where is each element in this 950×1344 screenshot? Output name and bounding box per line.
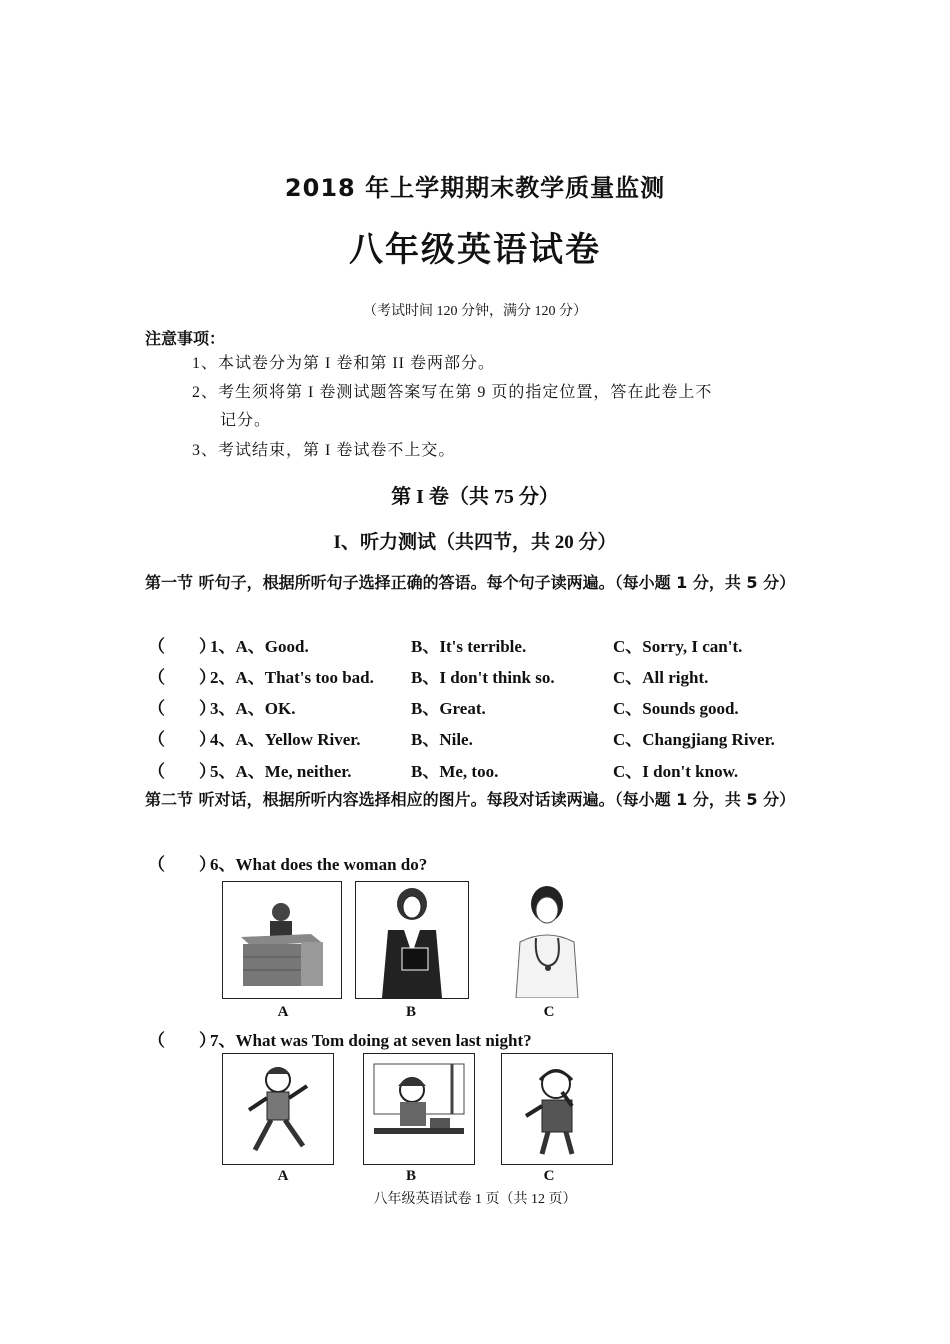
picture-label-6b: B xyxy=(405,1004,416,1020)
option-b: B、Me, too. xyxy=(411,762,499,781)
businesswoman-illustration xyxy=(356,882,468,998)
boy-dancing-illustration xyxy=(223,1054,333,1164)
option-c: C、All right. xyxy=(613,668,709,687)
answer-bracket[interactable]: （ ） xyxy=(148,637,216,656)
note-item-3: 3、考试结束，第 I 卷试卷不上交。 xyxy=(192,442,456,459)
picture-option-7b[interactable] xyxy=(363,1053,475,1165)
question-text: 7、What was Tom doing at seven last night? xyxy=(210,1031,532,1050)
exam-title: 2018 年上学期期末教学质量监测 xyxy=(284,174,666,202)
section-one-instruction: 第一节 听句子，根据所听句子选择正确的答语。每个句子读两遍。（每小题 1 分，共 5 分） xyxy=(145,573,796,592)
option-a: 1、A、Good. xyxy=(210,637,309,656)
option-c: C、I don't know. xyxy=(613,762,739,781)
listening-section-title: I、听力测试（共四节，共 20 分） xyxy=(333,532,617,553)
notes-heading: 注意事项： xyxy=(145,329,226,348)
option-c: C、Changjiang River. xyxy=(613,730,775,749)
option-a: 4、A、Yellow River. xyxy=(210,730,361,749)
question-text: 6、What does the woman do? xyxy=(210,855,428,874)
question-row-1 xyxy=(148,632,828,660)
exam-info: （考试时间 120 分钟，满分 120 分） xyxy=(363,304,587,319)
answer-bracket[interactable]: （ ） xyxy=(148,1031,216,1050)
answer-bracket[interactable]: （ ） xyxy=(148,855,216,874)
picture-label-7b: B xyxy=(405,1168,416,1184)
answer-bracket[interactable]: （ ） xyxy=(148,730,216,749)
note-item-2-continued: 记分。 xyxy=(220,412,272,429)
page-footer: 八年级英语试卷 1 页（共 12 页） xyxy=(373,1192,577,1207)
question-row-4 xyxy=(148,725,828,753)
picture-question-6 xyxy=(148,850,428,875)
note-item-2: 2、考生须将第 I 卷测试题答案写在第 9 页的指定位置，答在此卷上不 xyxy=(192,384,713,401)
question-row-3 xyxy=(148,694,828,722)
question-row-2 xyxy=(148,663,828,691)
option-b: B、It's terrible. xyxy=(411,637,527,656)
picture-question-7 xyxy=(148,1026,532,1051)
picture-option-6a[interactable] xyxy=(222,881,342,999)
option-b: B、I don't think so. xyxy=(411,668,555,687)
picture-option-6b[interactable] xyxy=(355,881,469,999)
option-b: B、Nile. xyxy=(411,730,473,749)
picture-label-7a: A xyxy=(277,1168,289,1184)
option-a: 3、A、OK. xyxy=(210,699,296,718)
picture-option-6c[interactable] xyxy=(503,881,591,999)
option-b: B、Great. xyxy=(411,699,486,718)
receptionist-illustration xyxy=(223,882,341,998)
picture-label-7c: C xyxy=(543,1168,555,1184)
exam-subtitle: 八年级英语试卷 xyxy=(349,232,601,269)
note-item-1: 1、本试卷分为第 I 卷和第 II 卷两部分。 xyxy=(192,355,495,372)
answer-bracket[interactable]: （ ） xyxy=(148,699,216,718)
picture-option-7a[interactable] xyxy=(222,1053,334,1165)
part-one-title: 第 I 卷（共 75 分） xyxy=(391,486,559,508)
answer-bracket[interactable]: （ ） xyxy=(148,762,216,781)
doctor-illustration xyxy=(504,882,590,998)
picture-label-6c: C xyxy=(543,1004,555,1020)
boy-doing-homework-illustration xyxy=(364,1054,474,1164)
option-a: 5、A、Me, neither. xyxy=(210,762,352,781)
picture-label-6a: A xyxy=(277,1004,289,1020)
picture-option-7c[interactable] xyxy=(501,1053,613,1165)
option-c: C、Sorry, I can't. xyxy=(613,637,743,656)
option-c: C、Sounds good. xyxy=(613,699,739,718)
question-row-5 xyxy=(148,757,828,785)
section-two-instruction: 第二节 听对话，根据所听内容选择相应的图片。每段对话读两遍。（每小题 1 分，共 5 分） xyxy=(145,790,796,809)
answer-bracket[interactable]: （ ） xyxy=(148,668,216,687)
boy-singing-illustration xyxy=(502,1054,612,1164)
option-a: 2、A、That's too bad. xyxy=(210,668,374,687)
